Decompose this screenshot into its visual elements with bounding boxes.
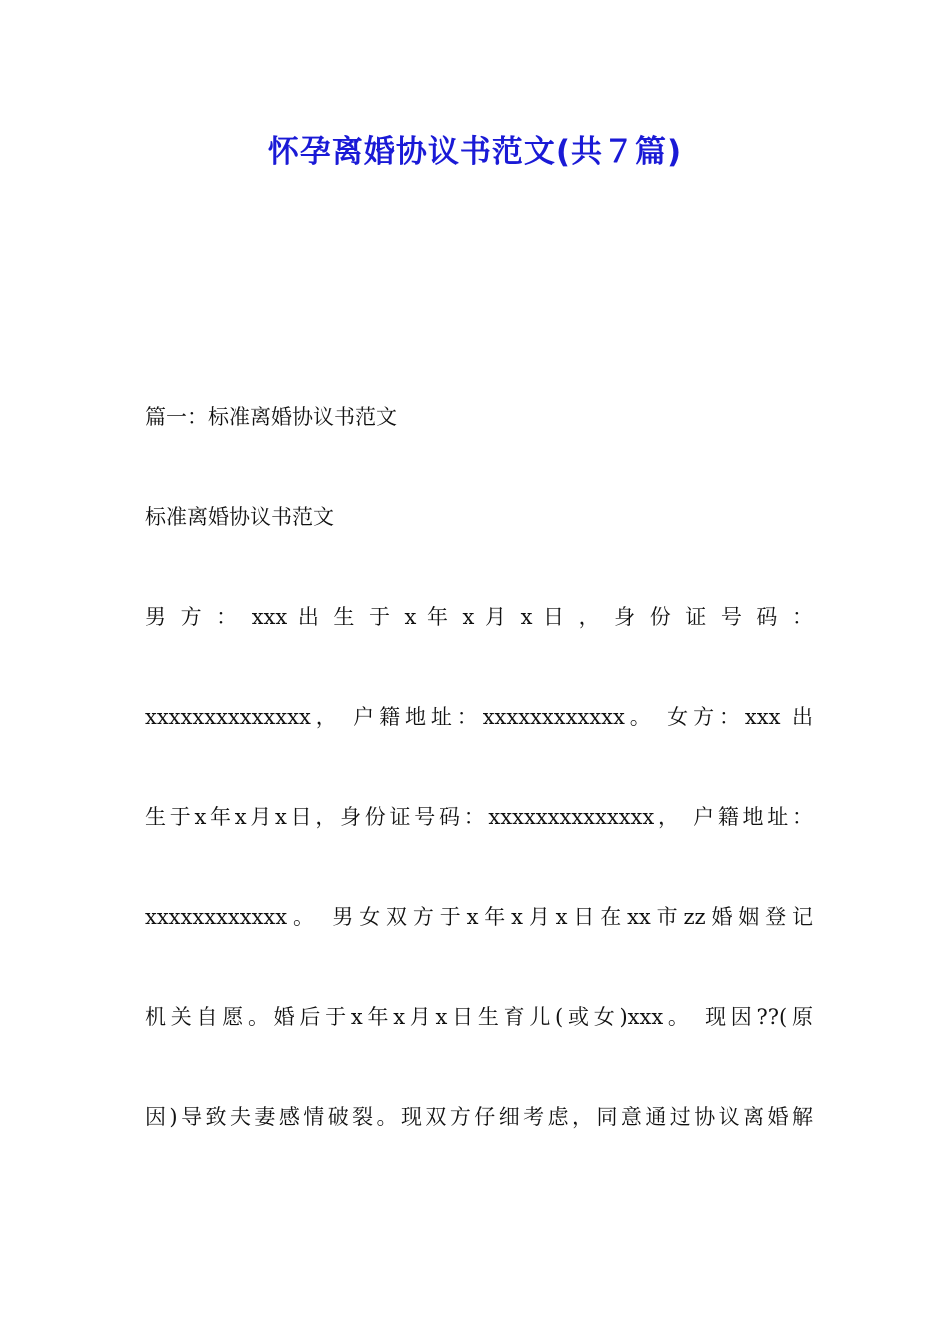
- paragraph-line: 男 方 ： xxx 出 生 于 x 年 x 月 x 日 ， 身 份 证 号 码 ：: [145, 605, 813, 629]
- paragraph-line: 标准离婚协议书范文: [145, 505, 334, 529]
- section-heading: 篇一：标准离婚协议书范文: [145, 405, 397, 429]
- document-title: 怀孕离婚协议书范文(共７篇): [267, 134, 683, 170]
- paragraph-line: xxxxxxxxxxxxxx， 户籍地址：xxxxxxxxxxxx。 女方：xxx 出: [145, 705, 813, 729]
- paragraph-line: 因)导致夫妻感情破裂。现双方仔细考虑，同意通过协议离婚解: [145, 1105, 813, 1129]
- paragraph-line: xxxxxxxxxxxx。 男女双方于x年x月x日在xx市zz婚姻登记: [145, 905, 813, 929]
- paragraph-line: 生于x年x月x日，身份证号码：xxxxxxxxxxxxxx， 户籍地址：: [145, 805, 813, 829]
- paragraph-line: 机关自愿。婚后于x年x月x日生育儿(或女)xxx。 现因??(原: [145, 1005, 813, 1029]
